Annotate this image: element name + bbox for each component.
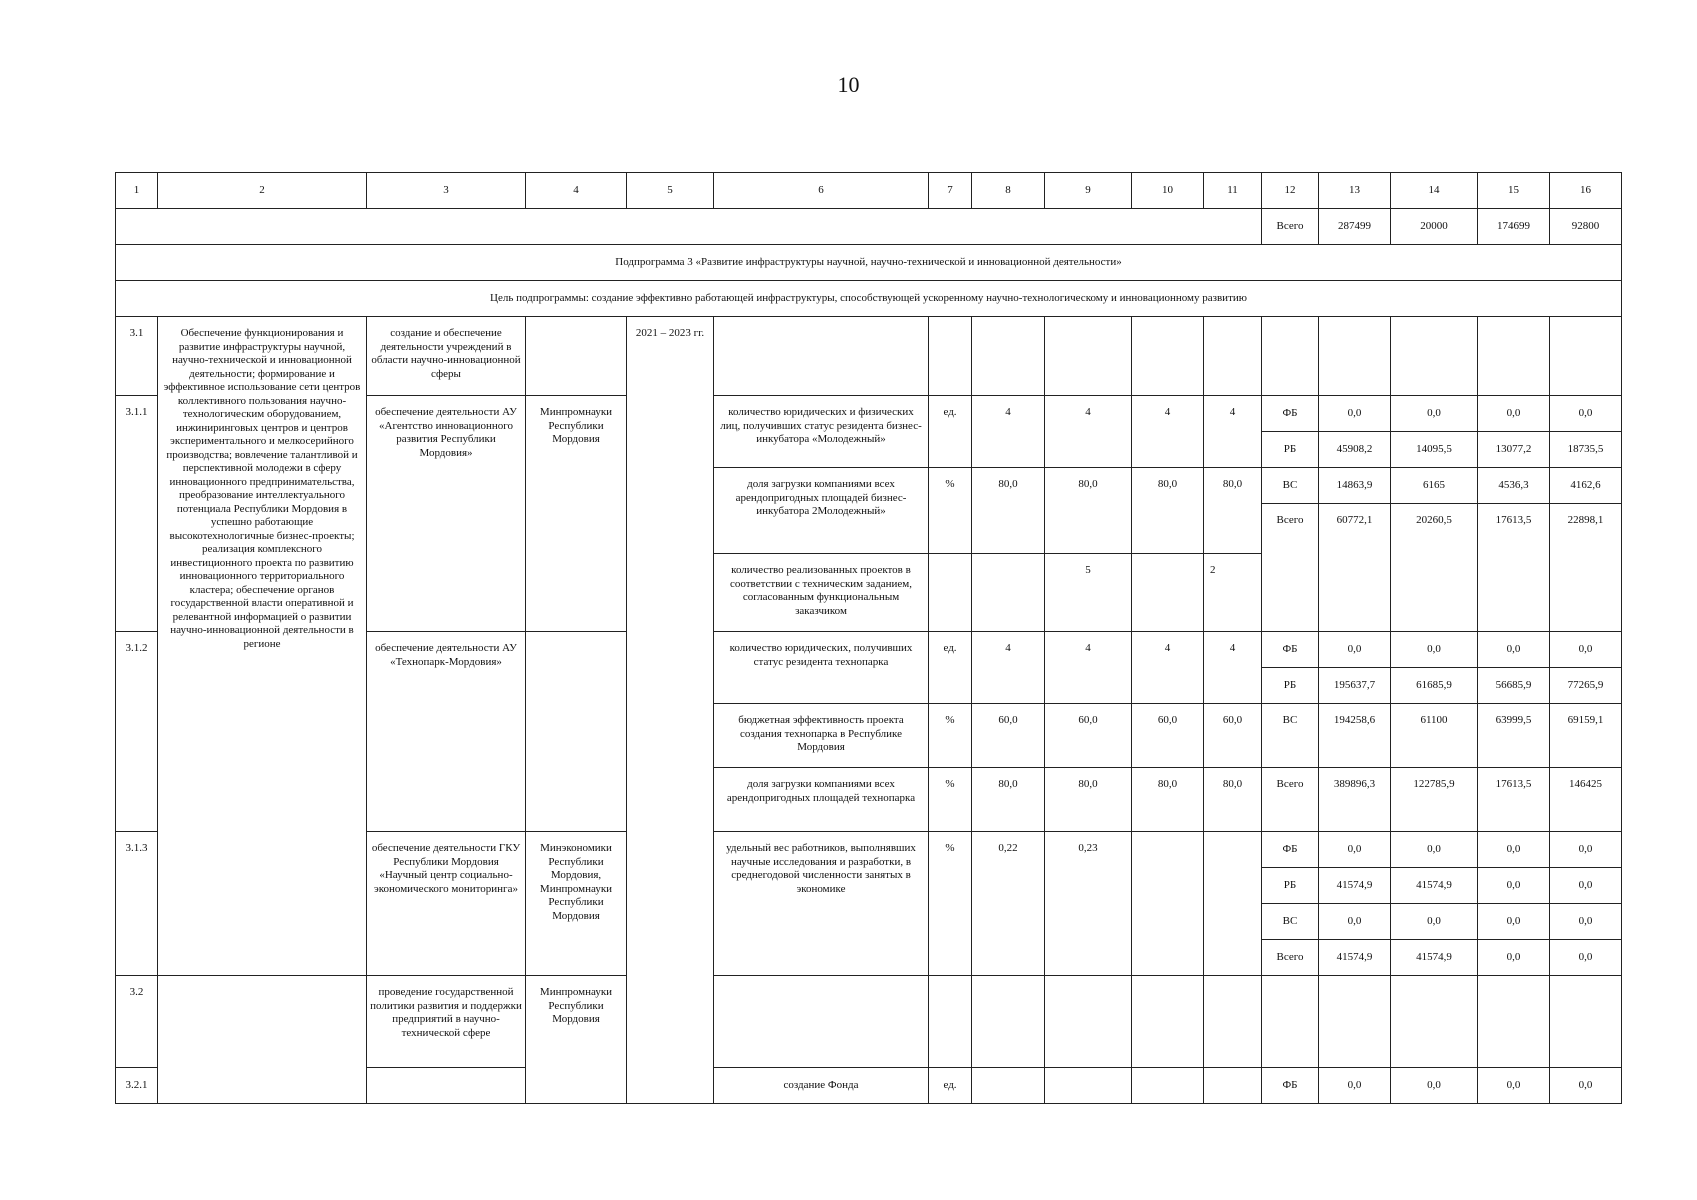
- indicator-name: удельный вес работников, выполнявших научные исследования и разработки, в среднегодовой численности занятых в экономике: [714, 832, 929, 976]
- event-description: создание и обеспечение деятельности учреждений в области научно-инновационной сферы: [367, 317, 526, 396]
- column-number: 8: [972, 173, 1045, 209]
- value-cell: [972, 317, 1045, 396]
- source-cell: [1262, 976, 1319, 1068]
- finance-c15: 13077,2: [1478, 432, 1550, 468]
- indicator-unit: %: [929, 768, 972, 832]
- value-cell: [1132, 976, 1204, 1068]
- finance-cell: [1550, 976, 1622, 1068]
- unit-cell: [929, 976, 972, 1068]
- finance-c14: 41574,9: [1391, 868, 1478, 904]
- indicator-c10: [1132, 554, 1204, 632]
- indicator-unit: [929, 554, 972, 632]
- finance-c13: 0,0: [1319, 396, 1391, 432]
- finance-cell: [1319, 976, 1391, 1068]
- indicator-c8: [972, 554, 1045, 632]
- indicator-c10: 4: [1132, 632, 1204, 704]
- indicator-c11: 4: [1204, 396, 1262, 468]
- indicator-name: создание Фонда: [714, 1068, 929, 1104]
- finance-c14: 6165: [1391, 468, 1478, 504]
- finance-c15: 0,0: [1478, 904, 1550, 940]
- finance-c16: 69159,1: [1550, 704, 1622, 768]
- subprogram-title-row: [116, 245, 1622, 281]
- finance-c15: 17613,5: [1478, 504, 1550, 632]
- indicator-name: количество реализованных проектов в соответствии с техническим заданием, согласованным функциональным заказчиком: [714, 554, 929, 632]
- finance-cell: [1478, 317, 1550, 396]
- row-number: 3.1.3: [116, 832, 158, 976]
- indicator-name: доля загрузки компаниями всех арендопригодных площадей технопарка: [714, 768, 929, 832]
- event-description: обеспечение деятельности АУ «Технопарк-Мордовия»: [367, 632, 526, 832]
- finance-c14: 61100: [1391, 704, 1478, 768]
- value-cell: [1132, 1068, 1204, 1104]
- totals-label: Всего: [1262, 209, 1319, 245]
- indicator-cell: [714, 317, 929, 396]
- executor-cell: [526, 632, 627, 832]
- finance-c16: 4162,6: [1550, 468, 1622, 504]
- finance-c13: 0,0: [1319, 1068, 1391, 1104]
- value-cell: [1204, 976, 1262, 1068]
- executor: Минэкономики Республики Мордовия, Минпромнауки Республики Мордовия: [526, 832, 627, 976]
- event-description: обеспечение деятельности ГКУ Республики Мордовия «Научный центр социально-экономического мониторинга»: [367, 832, 526, 976]
- indicator-c9: 80,0: [1045, 468, 1132, 554]
- page-number: 10: [837, 72, 860, 97]
- finance-cell: [1391, 317, 1478, 396]
- finance-c14: 122785,9: [1391, 768, 1478, 832]
- indicator-c10: 4: [1132, 396, 1204, 468]
- finance-c14: 41574,9: [1391, 940, 1478, 976]
- indicator-c9: 5: [1045, 554, 1132, 632]
- finance-c15: 0,0: [1478, 1068, 1550, 1104]
- indicator-c8: 60,0: [972, 704, 1045, 768]
- finance-c13: 0,0: [1319, 832, 1391, 868]
- indicator-c11: 80,0: [1204, 468, 1262, 554]
- column-number: 11: [1204, 173, 1262, 209]
- indicator-c10: [1132, 832, 1204, 976]
- indicator-name: доля загрузки компаниями всех арендопригодных площадей бизнес-инкубатора 2Молодежный»: [714, 468, 929, 554]
- column-number: 15: [1478, 173, 1550, 209]
- finance-source: Всего: [1262, 768, 1319, 832]
- indicator-c8: 4: [972, 396, 1045, 468]
- finance-cell: [1391, 976, 1478, 1068]
- indicator-c8: 80,0: [972, 468, 1045, 554]
- indicator-c11: 2: [1204, 554, 1262, 632]
- finance-c13: 60772,1: [1319, 504, 1391, 632]
- indicator-c9: 80,0: [1045, 768, 1132, 832]
- value-cell: [1045, 317, 1132, 396]
- event-description: проведение государственной политики развития и поддержки предприятий в научно-технической сфере: [367, 976, 526, 1068]
- finance-source: РБ: [1262, 432, 1319, 468]
- indicator-c8: 4: [972, 632, 1045, 704]
- indicator-unit: %: [929, 832, 972, 976]
- subprogram-goal: Цель подпрограммы: создание эффективно работающей инфраструктуры, способствующей ускоренному научно-технологическому и инновационному развитию: [116, 281, 1622, 317]
- row-3-1: [116, 317, 1622, 396]
- executor: Минпромнауки Республики Мордовия: [526, 976, 627, 1104]
- finance-c14: 0,0: [1391, 632, 1478, 668]
- column-number: 10: [1132, 173, 1204, 209]
- finance-source: Всего: [1262, 504, 1319, 632]
- column-number: 7: [929, 173, 972, 209]
- finance-c15: 17613,5: [1478, 768, 1550, 832]
- event-description: обеспечение деятельности АУ «Агентство инновационного развития Республики Мордовия»: [367, 396, 526, 632]
- column-number: 4: [526, 173, 627, 209]
- finance-c16: 0,0: [1550, 632, 1622, 668]
- finance-c13: 14863,9: [1319, 468, 1391, 504]
- finance-c16: 0,0: [1550, 1068, 1622, 1104]
- indicator-c11: [1204, 832, 1262, 976]
- finance-c14: 0,0: [1391, 396, 1478, 432]
- totals-row: [116, 209, 1622, 245]
- finance-c16: 18735,5: [1550, 432, 1622, 468]
- indicator-c9: 0,23: [1045, 832, 1132, 976]
- finance-cell: [1478, 976, 1550, 1068]
- totals-c16: 92800: [1550, 209, 1622, 245]
- finance-c14: 14095,5: [1391, 432, 1478, 468]
- source-cell: [1262, 317, 1319, 396]
- totals-c15: 174699: [1478, 209, 1550, 245]
- column-number: 2: [158, 173, 367, 209]
- finance-c13: 195637,7: [1319, 668, 1391, 704]
- finance-c16: 22898,1: [1550, 504, 1622, 632]
- finance-source: ВС: [1262, 704, 1319, 768]
- finance-c15: 0,0: [1478, 632, 1550, 668]
- finance-source: ФБ: [1262, 396, 1319, 432]
- finance-source: ВС: [1262, 468, 1319, 504]
- finance-c14: 0,0: [1391, 832, 1478, 868]
- finance-c15: 0,0: [1478, 832, 1550, 868]
- task-cell-lower: [158, 976, 367, 1104]
- finance-c16: 0,0: [1550, 940, 1622, 976]
- executor: Минпромнауки Республики Мордовия: [526, 396, 627, 632]
- column-number: 6: [714, 173, 929, 209]
- indicator-c10: 80,0: [1132, 768, 1204, 832]
- totals-c13: 287499: [1319, 209, 1391, 245]
- finance-source: РБ: [1262, 868, 1319, 904]
- finance-c15: 4536,3: [1478, 468, 1550, 504]
- indicator-c11: 60,0: [1204, 704, 1262, 768]
- finance-c16: 146425: [1550, 768, 1622, 832]
- finance-c16: 0,0: [1550, 396, 1622, 432]
- indicator-name: количество юридических, получивших статус резидента технопарка: [714, 632, 929, 704]
- column-number: 13: [1319, 173, 1391, 209]
- indicator-c8: 0,22: [972, 832, 1045, 976]
- indicator-name: бюджетная эффективность проекта создания технопарка в Республике Мордовия: [714, 704, 929, 768]
- indicator-c10: 80,0: [1132, 468, 1204, 554]
- finance-c16: 0,0: [1550, 832, 1622, 868]
- unit-cell: [929, 317, 972, 396]
- value-cell: [1204, 317, 1262, 396]
- indicator-c10: 60,0: [1132, 704, 1204, 768]
- column-number: 16: [1550, 173, 1622, 209]
- row-number: 3.1: [116, 317, 158, 396]
- finance-c15: 63999,5: [1478, 704, 1550, 768]
- subprogram-title: Подпрограмма 3 «Развитие инфраструктуры научной, научно-технической и инновационной деятельности»: [116, 245, 1622, 281]
- finance-c14: 0,0: [1391, 1068, 1478, 1104]
- column-number: 3: [367, 173, 526, 209]
- column-number: 12: [1262, 173, 1319, 209]
- finance-c15: 0,0: [1478, 940, 1550, 976]
- value-cell: [972, 976, 1045, 1068]
- finance-c13: 41574,9: [1319, 940, 1391, 976]
- executor-cell: [526, 317, 627, 396]
- finance-c14: 20260,5: [1391, 504, 1478, 632]
- finance-c14: 0,0: [1391, 904, 1478, 940]
- finance-c13: 0,0: [1319, 904, 1391, 940]
- column-number: 1: [116, 173, 158, 209]
- finance-c13: 194258,6: [1319, 704, 1391, 768]
- finance-source: РБ: [1262, 668, 1319, 704]
- indicator-unit: ед.: [929, 396, 972, 468]
- indicator-c11: 80,0: [1204, 768, 1262, 832]
- indicator-name: количество юридических и физических лиц, получивших статус резидента бизнес-инкубатора «Молодежный»: [714, 396, 929, 468]
- row-number: 3.1.1: [116, 396, 158, 632]
- finance-cell: [1550, 317, 1622, 396]
- row-3-2: [116, 976, 1622, 1068]
- value-cell: [972, 1068, 1045, 1104]
- indicator-cell: [714, 976, 929, 1068]
- indicator-unit: %: [929, 704, 972, 768]
- finance-c13: 389896,3: [1319, 768, 1391, 832]
- finance-c13: 0,0: [1319, 632, 1391, 668]
- totals-empty-cell: [116, 209, 1262, 245]
- finance-c16: 0,0: [1550, 904, 1622, 940]
- finance-c14: 61685,9: [1391, 668, 1478, 704]
- indicator-c8: 80,0: [972, 768, 1045, 832]
- finance-c16: 77265,9: [1550, 668, 1622, 704]
- indicator-unit: ед.: [929, 1068, 972, 1104]
- finance-c15: 0,0: [1478, 868, 1550, 904]
- finance-source: ВС: [1262, 904, 1319, 940]
- value-cell: [1204, 1068, 1262, 1104]
- finance-source: ФБ: [1262, 632, 1319, 668]
- indicator-c9: 60,0: [1045, 704, 1132, 768]
- value-cell: [1132, 317, 1204, 396]
- period-cell: 2021 – 2023 гг.: [627, 317, 714, 1104]
- finance-source: ФБ: [1262, 832, 1319, 868]
- event-cell: [367, 1068, 526, 1104]
- value-cell: [1045, 976, 1132, 1068]
- column-number: 14: [1391, 173, 1478, 209]
- row-number: 3.2: [116, 976, 158, 1068]
- finance-c15: 56685,9: [1478, 668, 1550, 704]
- program-table: [115, 172, 1622, 1104]
- finance-c15: 0,0: [1478, 396, 1550, 432]
- finance-c13: 45908,2: [1319, 432, 1391, 468]
- finance-c13: 41574,9: [1319, 868, 1391, 904]
- subprogram-goal-row: [116, 281, 1622, 317]
- finance-source: ФБ: [1262, 1068, 1319, 1104]
- row-number: 3.2.1: [116, 1068, 158, 1104]
- finance-source: Всего: [1262, 940, 1319, 976]
- column-number-row: [116, 173, 1622, 209]
- finance-c16: 0,0: [1550, 868, 1622, 904]
- indicator-c11: 4: [1204, 632, 1262, 704]
- task-description: Обеспечение функционирования и развитие инфраструктуры научной, научно-технической и инновационной деятельности; формирование и эффективное использование сети центров коллективного пользования научно-технологическим оборудованием, инжиниринговых центров и центров экспериментального и мелкосерийного производства; вовлечение талантливой и перспективной молодежи в сферу инновационного предпринимательства, преобразование интеллектуального потенциала Республики Мордовия в успешно работающие высокотехнологичные бизнес-проекты; реализация комплексного инвестиционного проекта по развитию инновационного территориального кластера; обеспечение органов государственной власти оперативной и релевантной информацией о развитии научно-инновационной деятельности в регионе: [158, 317, 367, 976]
- column-number: 5: [627, 173, 714, 209]
- finance-cell: [1319, 317, 1391, 396]
- row-number: 3.1.2: [116, 632, 158, 832]
- value-cell: [1045, 1068, 1132, 1104]
- indicator-c9: 4: [1045, 632, 1132, 704]
- indicator-c9: 4: [1045, 396, 1132, 468]
- indicator-unit: ед.: [929, 632, 972, 704]
- totals-c14: 20000: [1391, 209, 1478, 245]
- column-number: 9: [1045, 173, 1132, 209]
- indicator-unit: %: [929, 468, 972, 554]
